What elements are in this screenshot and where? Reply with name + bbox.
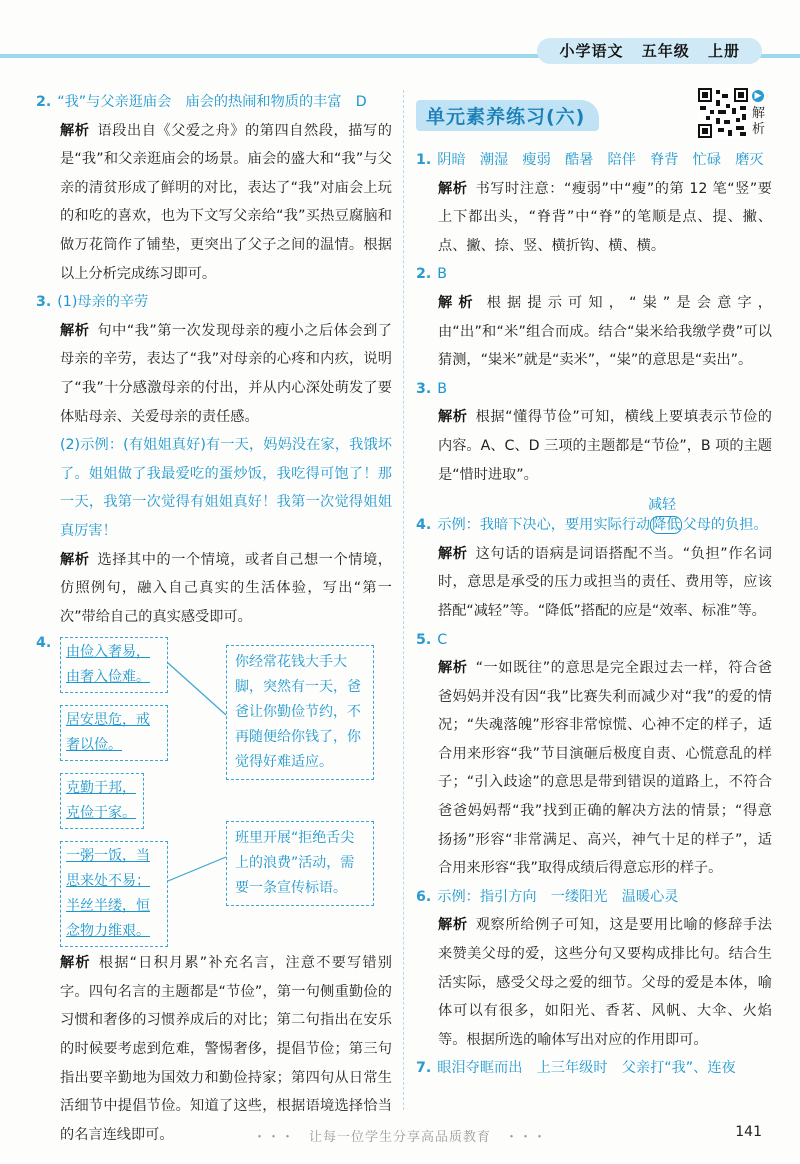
analysis-label: 解析	[438, 409, 468, 426]
r-q3-number: 3.	[416, 380, 432, 397]
analysis-label: 解析	[60, 551, 90, 568]
r-q4-analysis-text: 这句话的语病是词语搭配不当。“负担”作名词时，意思是承受的压力或担当的责任、费用等，应该搭配“减轻”等。“降低”搭配的应是“效率、标准”等。	[438, 545, 772, 619]
r-q4-number: 4.	[416, 517, 432, 534]
r-q2-number: 2.	[416, 266, 432, 283]
match-line-2	[168, 857, 226, 881]
scene-1: 你经常花钱大手大脚，突然有一天，爸爸让你勤俭节约，不再随便给你钱了，你觉得好难适应。	[235, 654, 361, 771]
r-q6-answer	[416, 883, 772, 912]
saying-box-3	[60, 773, 144, 829]
r-q1-number: 1.	[416, 152, 432, 168]
q2-analysis	[36, 117, 392, 289]
analysis-label: 解析	[438, 917, 468, 934]
r-q1-analysis-text: 书写时注意：“瘦弱”中“瘦”的第 12 笔“竖”要上下都出头，“脊背”中“脊”的笔顺是点、提、撇、点、撇、捺、竖、横折钩、横、横。	[438, 180, 772, 254]
saying-2: 居安思危，戒奢以俭。	[66, 712, 150, 754]
r-q2-answer-text: B	[437, 266, 447, 283]
q3-number: 3.	[36, 294, 52, 311]
q4-analysis-text: 根据“日积月累”补充名言，注意不要写错别字。四句名言的主题都是“节俭”，第一句侧重勤俭的习惯和奢侈的习惯养成后的对比；第二句指出在安乐的时候要考虑到危难，警惕奢侈，提倡节俭；第三句指出要辛勤地为国效力和勤俭持家；第四句从日常生活细节中提倡节俭。知道了这些，根据语境选择恰当的名言连线即可。	[60, 955, 392, 1143]
q4-analysis	[36, 949, 392, 1149]
r-q2-analysis-text: 根据提示可知，“粜”是会意字，由“出”和“米”组合而成。结合“粜米给我缴学费”可以猜测，“粜米”就是“卖米”，“粜”的意思是“卖出”。	[438, 294, 772, 369]
page-header	[0, 36, 800, 66]
q2-answer-text: “我”与父亲逛庙会 庙会的热闹和物质的丰富 D	[57, 94, 367, 110]
r-q7-answer	[416, 1054, 772, 1083]
r-q1-answer	[416, 146, 772, 175]
r-q7-answer-text: 眼泪夺眶而出 上三年级时 父亲打“我”、连夜	[437, 1060, 736, 1077]
qr-label: 解析	[752, 106, 766, 137]
r-q7-number: 7.	[416, 1060, 432, 1077]
r-q5-analysis	[416, 654, 772, 883]
footer-slogan: ・・・ 让每一位学生分享高品质教育 ・・・	[252, 1130, 547, 1145]
column-divider	[403, 90, 404, 1110]
match-line-1	[168, 663, 226, 715]
q3-analysis1	[36, 317, 392, 431]
q3-part1	[36, 288, 392, 317]
q3-analysis1-text: 句中“我”第一次发现母亲的瘦小之后体会到了母亲的辛劳，表达了“我”对母亲的心疼和内疚，说明了“我”十分感激母亲的付出，并从内心深处萌发了要体贴母亲、关爱母亲的责任感。	[60, 322, 392, 425]
play-icon: ▶	[752, 90, 764, 102]
analysis-label: 解析	[438, 660, 468, 677]
q4-matching	[36, 631, 392, 949]
saying-box-2	[60, 705, 168, 761]
r-q3-answer	[416, 375, 772, 404]
r-q4-answer-pre: 示例：我暗下决心，要用实际行动	[437, 517, 651, 534]
r-q4-answer-post: 父母的负担。	[682, 517, 768, 534]
q2-number: 2.	[36, 94, 52, 110]
saying-4: 一粥一饭，当思来处不易；半丝半缕，恒念物力维艰。	[66, 848, 150, 940]
r-q3-analysis	[416, 403, 772, 489]
saying-box-4	[60, 841, 168, 947]
correction-insert: 减轻	[648, 497, 676, 514]
r-q5-answer-text: C	[437, 631, 448, 648]
scene-box-2	[226, 821, 374, 906]
r-q4-marked-word: 降低	[652, 517, 681, 534]
left-column	[36, 88, 392, 1149]
page-number: 141	[735, 1124, 762, 1140]
grade-label: 五年级	[641, 42, 690, 60]
r-q6-number: 6.	[416, 888, 432, 905]
book-info-pill	[537, 38, 762, 64]
q3-part2: (2)示例：(有姐姐真好)有一天，妈妈没在家，我饿坏了。姐姐做了我最爱吃的蛋炒饭，我吃得可饱了！那一天，我第一次觉得有姐姐真好！我第一次觉得姐姐真厉害！	[60, 437, 392, 539]
q4-number: 4.	[36, 635, 52, 652]
unit-header	[416, 88, 772, 140]
q2-answer	[36, 88, 392, 117]
r-q6-answer-text: 示例：指引方向 一缕阳光 温暖心灵	[437, 888, 679, 905]
r-q6-analysis	[416, 911, 772, 1054]
r-q3-answer-text: B	[437, 380, 447, 397]
unit-title: 单元素养练习(六)	[416, 100, 599, 131]
r-q5-number: 5.	[416, 631, 432, 648]
scene-2: 班里开展“拒绝舌尖上的浪费”活动，需要一条宣传标语。	[235, 830, 355, 897]
r-q4-answer	[416, 497, 772, 540]
r-q4-analysis	[416, 540, 772, 626]
r-q2-analysis	[416, 289, 772, 375]
q2-analysis-text: 语段出自《父爱之舟》的第四自然段，描写的是“我”和父亲逛庙会的场景。庙会的盛大和“我”与父亲的清贫形成了鲜明的对比，表达了“我”对庙会上玩的和吃的喜欢，也为下文写父亲给“我”买热豆腐脑和做万花筒作了铺垫，更突出了父子之间的温情。根据以上分析完成练习即可。	[60, 122, 392, 282]
r-q5-answer	[416, 626, 772, 655]
saying-1: 由俭入奢易，由奢入俭难。	[66, 644, 150, 686]
q3-analysis2-text: 选择其中的一个情境，或者自己想一个情境，仿照例句，融入自己真实的生活体验，写出“第一次”带给自己的真实感受即可。	[60, 551, 392, 625]
analysis-label: 解析	[60, 955, 91, 972]
r-q1-answer-text: 阴暗 潮湿 瘦弱 酷暑 陪伴 脊背 忙碌 磨灭	[437, 152, 764, 168]
saying-box-1	[60, 637, 168, 693]
right-column	[416, 88, 772, 1083]
analysis-label: 解析	[438, 294, 479, 311]
q3-analysis2	[36, 546, 392, 632]
saying-3: 克勤于邦，克俭于家。	[66, 780, 136, 822]
qr-code-icon[interactable]	[698, 88, 748, 138]
r-q3-analysis-text: 根据“懂得节俭”可知，横线上要填表示节俭的内容。A、C、D 三项的主题都是“节俭”，B 项的主题是“惜时进取”。	[438, 409, 772, 483]
volume-label: 上册	[707, 42, 740, 60]
subject-label: 小学语文	[559, 42, 624, 60]
analysis-label: 解析	[438, 545, 468, 562]
analysis-label: 解析	[438, 180, 468, 197]
r-q1-analysis	[416, 175, 772, 261]
analysis-label: 解析	[60, 322, 90, 339]
r-q6-analysis-text: 观察所给例子可知，这是要用比喻的修辞手法来赞美父母的爱，这些分句又要构成排比句。结合生活实际，感受父母之爱的细节。父母的爱是本体，喻体可以有很多，如阳光、香茗、风帆、大伞、火焰等。根据所选的喻体写出对应的作用即可。	[438, 917, 772, 1048]
r-q5-analysis-text: “一如既往”的意思是完全跟过去一样，符合爸爸妈妈并没有因“我”比赛失利而减少对“我”的爱的情况；“失魂落魄”形容非常惊慌、心神不定的样子，适合用来形容“我”节目演砸后极度自责、心慌意乱的样子；“引入歧途”的意思是带到错误的道路上，不符合爸爸妈妈帮“我”找到正确的解决方法的情景；“得意扬扬”形容“非常满足、高兴，神气十足的样子”，适合用来形容“我”取得成绩后得意忘形的样子。	[438, 660, 772, 877]
scene-box-1	[226, 645, 374, 780]
analysis-label: 解析	[60, 122, 90, 139]
r-q2-answer	[416, 260, 772, 289]
q3-part1-text: (1)母亲的辛劳	[57, 294, 149, 311]
